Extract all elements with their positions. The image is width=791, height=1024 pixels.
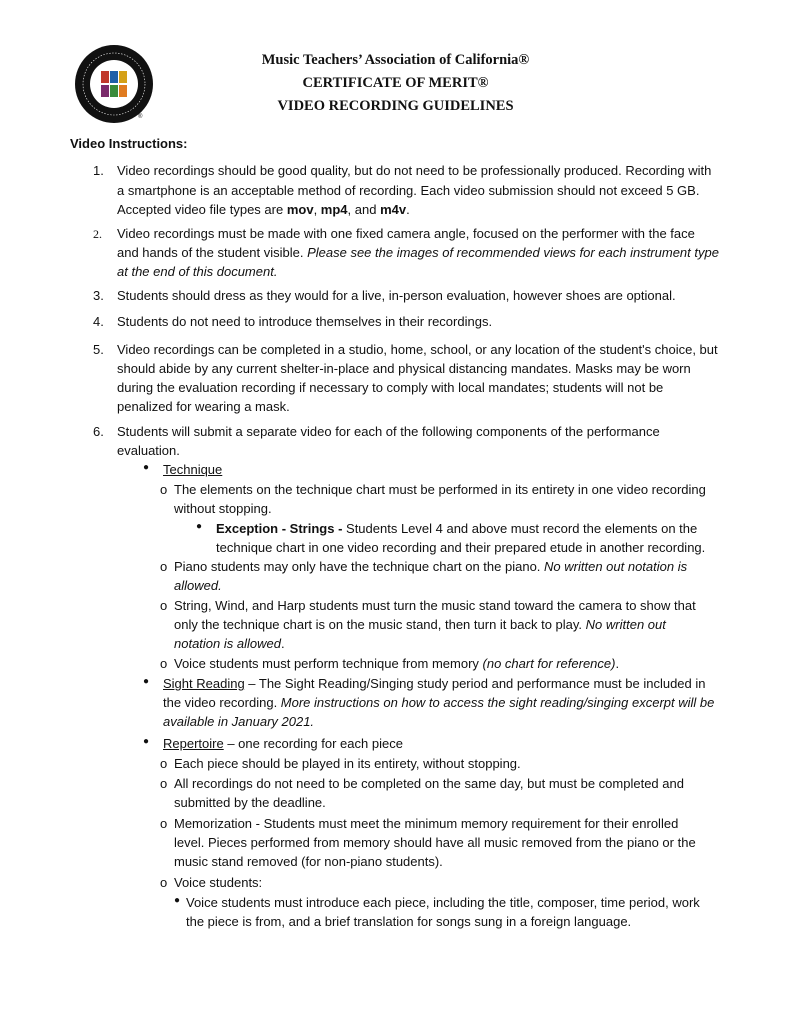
sub-bullet-icon: o [160,656,168,671]
technique-line: without stopping. [174,501,272,516]
exception-strings-line: technique chart in one video recording and their prepared etude in another recording. [216,540,706,555]
technique-line: Piano students may only have the technique chart on the piano. No written out notation is [174,559,688,574]
sight-reading-line: the video recording. More instructions on how to access the sight reading/singing excerpt will be [163,695,715,710]
repertoire-line: music stand removed (for non-piano students). [174,854,443,869]
item-1-line: Video recordings should be good quality, but do not need to be professionally produced. Recording with [117,163,712,178]
item-5-line: Video recordings can be completed in a studio, home, school, or any location of the student's choice, but [117,342,718,357]
item-6-line: evaluation. [117,443,180,458]
repertoire-line: Each piece should be played in its entirety, without stopping. [174,756,521,771]
sight-reading-line: available in January 2021. [163,714,315,729]
sub-bullet-icon: o [160,756,168,771]
item-number: 2. [93,227,102,241]
bullet-icon: ● [196,521,203,532]
repertoire-line: submitted by the deadline. [174,795,326,810]
sub-bullet-icon: o [160,559,168,574]
item-6-line: Students will submit a separate video for each of the following components of the performance [117,424,660,439]
repertoire-line: level. Pieces performed from memory should have all music removed from the piano or the [174,835,696,850]
repertoire-line: All recordings do not need to be completed on the same day, but must be completed and [174,776,684,791]
technique-line: The elements on the technique chart must be performed in its entirety in one video recording [174,482,706,497]
item-2-line: at the end of this document. [117,264,278,279]
item-2-line: Video recordings must be made with one fixed camera angle, focused on the performer with the face [117,226,695,241]
header-title: Music Teachers’ Association of California® [261,52,530,68]
technique-line: only the technique chart is on the music stand, then turn it back to play. No written out [174,617,666,632]
header-subtitle: CERTIFICATE OF MERIT® [302,75,489,91]
sub-bullet-icon: o [160,816,168,831]
sub-bullet-icon: o [160,482,168,497]
item-5-line: should abide by any current shelter-in-place and physical distancing mandates. Masks may be worn [117,361,691,376]
repertoire-line: Memorization - Students must meet the minimum memory requirement for their enrolled [174,816,679,831]
technique-line: String, Wind, and Harp students must turn the music stand toward the camera to show that [174,598,696,613]
sub-bullet-icon: o [160,598,168,613]
exception-strings-line: Exception - Strings - Students Level 4 and above must record the elements on the [216,521,698,536]
voice-students-line: the piece is from, and a brief translation for songs sung in a foreign language. [186,914,632,929]
bullet-icon: ● [174,895,181,906]
item-number: 4. [93,314,104,329]
bullet-icon: ● [143,736,150,747]
item-1-line: Accepted video file types are mov, mp4, and m4v. [117,202,410,217]
repertoire-line: Voice students: [174,875,263,890]
technique-line: allowed. [174,578,222,593]
svg-text:®: ® [138,114,143,120]
technique-heading: Technique [163,462,223,477]
item-2-line: and hands of the student visible. Please see the images of recommended views for each instrument type [117,245,719,260]
header-document-title: VIDEO RECORDING GUIDELINES [277,98,514,114]
sub-bullet-icon: o [160,875,168,890]
sight-reading-line: Sight Reading – The Sight Reading/Singing study period and performance must be included in [163,676,706,691]
bullet-icon: ● [143,676,150,687]
item-1-line: a smartphone is an acceptable method of recording. Each video submission should not exceed 5 GB. [117,183,700,198]
bullet-icon: ● [143,462,150,473]
sub-bullet-icon: o [160,776,168,791]
repertoire-line: Repertoire – one recording for each piece [163,736,403,751]
item-5-line: during the evaluation recording if necessary to comply with local mandates; students will not be [117,380,664,395]
item-3-line: Students should dress as they would for a live, in-person evaluation, however shoes are optional. [117,288,676,303]
technique-line: Voice students must perform technique from memory (no chart for reference). [174,656,620,671]
voice-students-line: Voice students must introduce each piece, including the title, composer, time period, work [186,895,700,910]
technique-line: notation is allowed. [174,636,285,651]
section-title: Video Instructions: [70,136,188,151]
item-number: 1. [93,163,104,178]
item-5-line: penalized for wearing a mask. [117,399,290,414]
item-number: 6. [93,424,104,439]
item-number: 5. [93,342,104,357]
item-4-line: Students do not need to introduce themselves in their recordings. [117,314,493,329]
item-number: 3. [93,288,104,303]
